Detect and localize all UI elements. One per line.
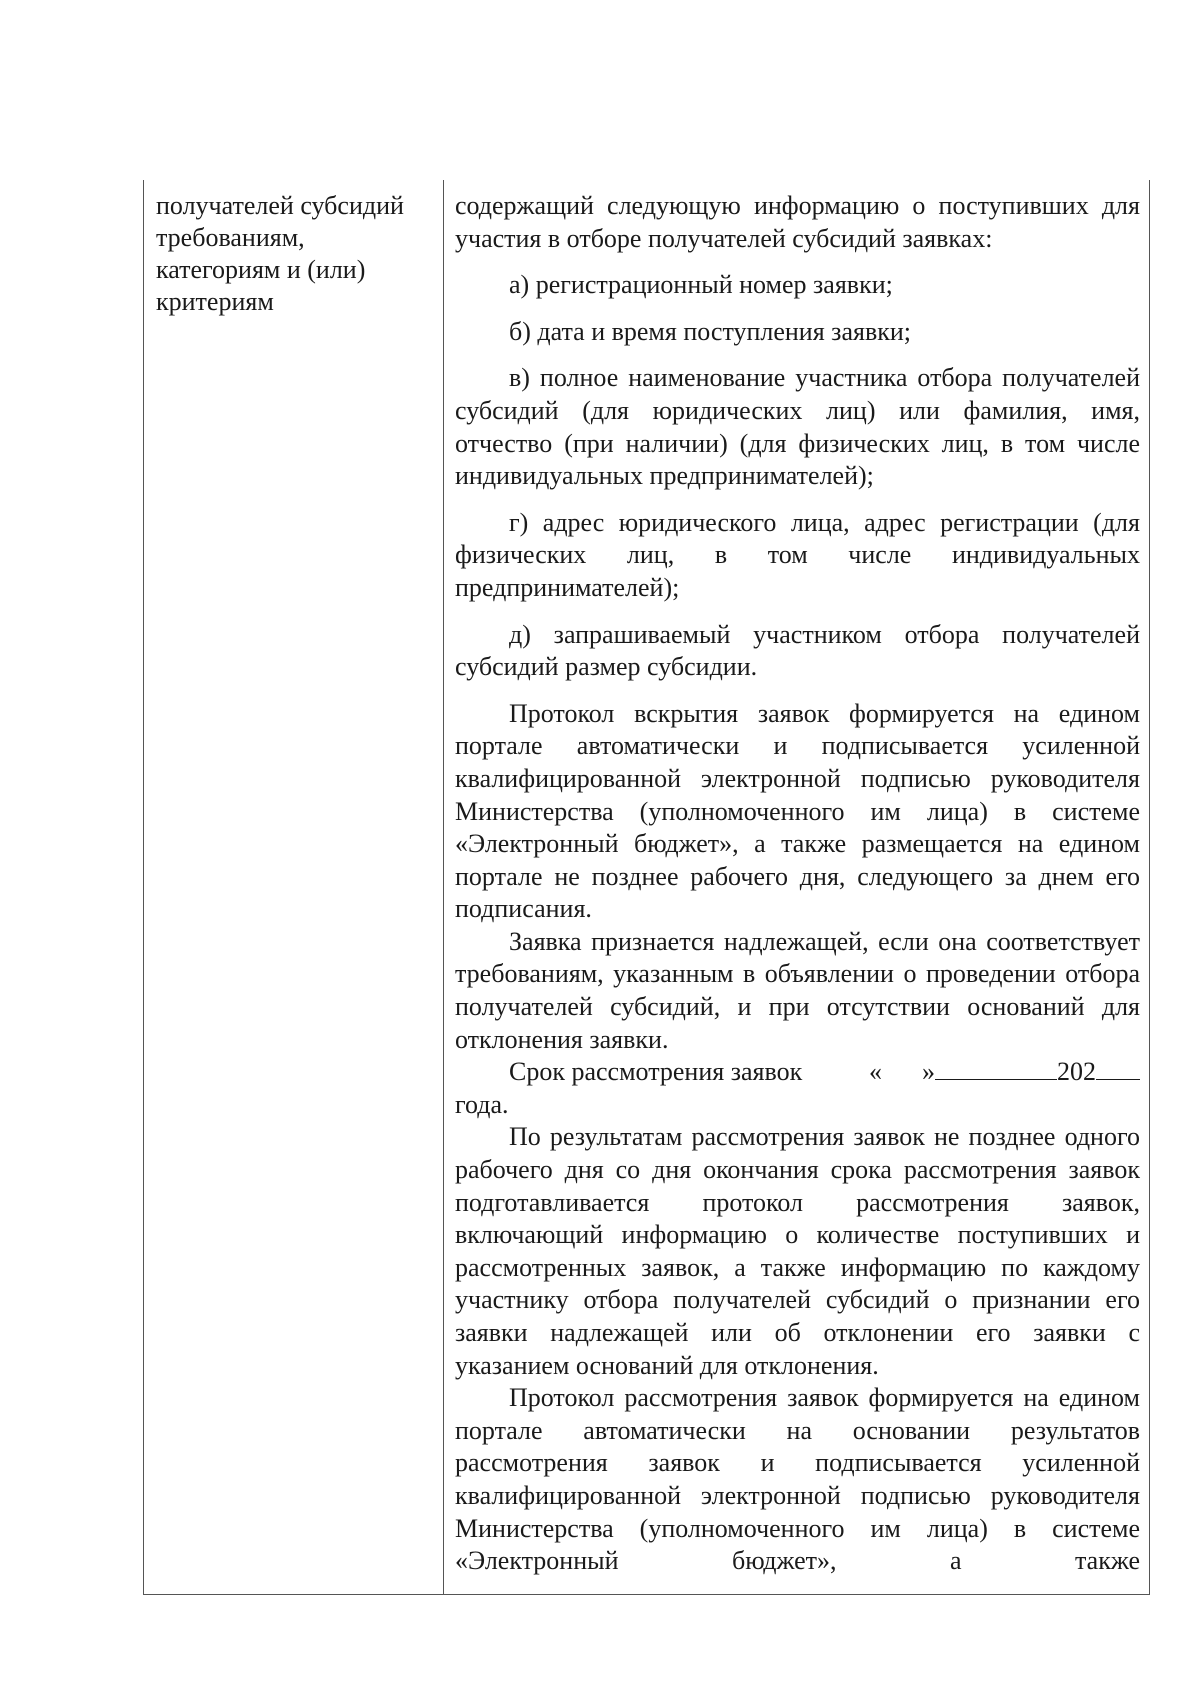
close-quote: » — [922, 1057, 935, 1087]
intro-paragraph: содержащий следующую информацию о поступивших для участия в отборе получателей субсидий заявках: — [455, 191, 1140, 253]
open-quote: « — [869, 1057, 882, 1087]
year-prefix: 202 — [1057, 1057, 1096, 1087]
day-blank — [882, 1058, 922, 1080]
right-column-cell — [455, 190, 1140, 1578]
document-table — [143, 180, 1150, 1595]
application-proper-paragraph: Заявка признается надлежащей, если она соответствует требованиям, указанным в объявлении о проведении отбора получателей субсидий, и при отсутствии оснований для отклонения заявки. — [455, 926, 1140, 1054]
left-cell-line: требованиям, — [156, 223, 305, 252]
review-term-line — [455, 1056, 1140, 1089]
column-divider — [443, 180, 444, 1594]
review-term-date — [869, 1056, 1140, 1089]
list-item-d: д) запрашиваемый участником отбора получателей субсидий размер субсидии. — [455, 619, 1140, 682]
list-item-a: а) регистрационный номер заявки; — [509, 270, 893, 300]
review-results-paragraph: По результатам рассмотрения заявок не позднее одного рабочего дня со дня окончания срока рассмотрения заявок подготавливается протокол рассмотрения заявок, включающий информацию о количестве поступивших и рассмотренных заявок, а также информацию по каждому участнику отбора получателей субсидий о признании его заявки надлежащей или об отклонении его заявки с указанием оснований для отклонения. — [455, 1122, 1140, 1380]
month-blank — [935, 1057, 1057, 1080]
protocol-opening-paragraph: Протокол вскрытия заявок формируется на едином портале автоматически и подписывается усиленной квалифицированной электронной подписью руководителя Министерства (уполномоченного им лица) в системе «Электронный бюджет», а также размещается на едином портале не позднее рабочего дня, следующего за днем его подписания. — [455, 698, 1140, 924]
list-item-b: б) дата и время поступления заявки; — [509, 316, 911, 346]
left-cell-line: критериям — [156, 287, 274, 316]
list-item-g: г) адрес юридического лица, адрес регистрации (для физических лиц, в том числе индивидуальных предпринимателей); — [455, 507, 1140, 602]
left-cell-line: получателей субсидий — [156, 191, 404, 220]
year-blank — [1096, 1057, 1140, 1080]
left-column-cell — [156, 190, 436, 318]
list-item-v: в) полное наименование участника отбора получателей субсидий (для юридических лиц) или фамилия, имя, отчество (при наличии) (для физических лиц, в том числе индивидуальных предпринимателей); — [455, 363, 1140, 491]
review-term-prefix: Срок рассмотрения заявок — [509, 1057, 803, 1087]
left-cell-line: категориям и (или) — [156, 255, 366, 284]
protocol-review-paragraph: Протокол рассмотрения заявок формируется на едином портале автоматически на основании результатов рассмотрения заявок и подписывается усиленной квалифицированной электронной подписью руководителя Министерства (уполномоченного им лица) в системе «Электронный бюджет», а также — [455, 1383, 1140, 1576]
review-term-suffix: года. — [455, 1089, 509, 1119]
